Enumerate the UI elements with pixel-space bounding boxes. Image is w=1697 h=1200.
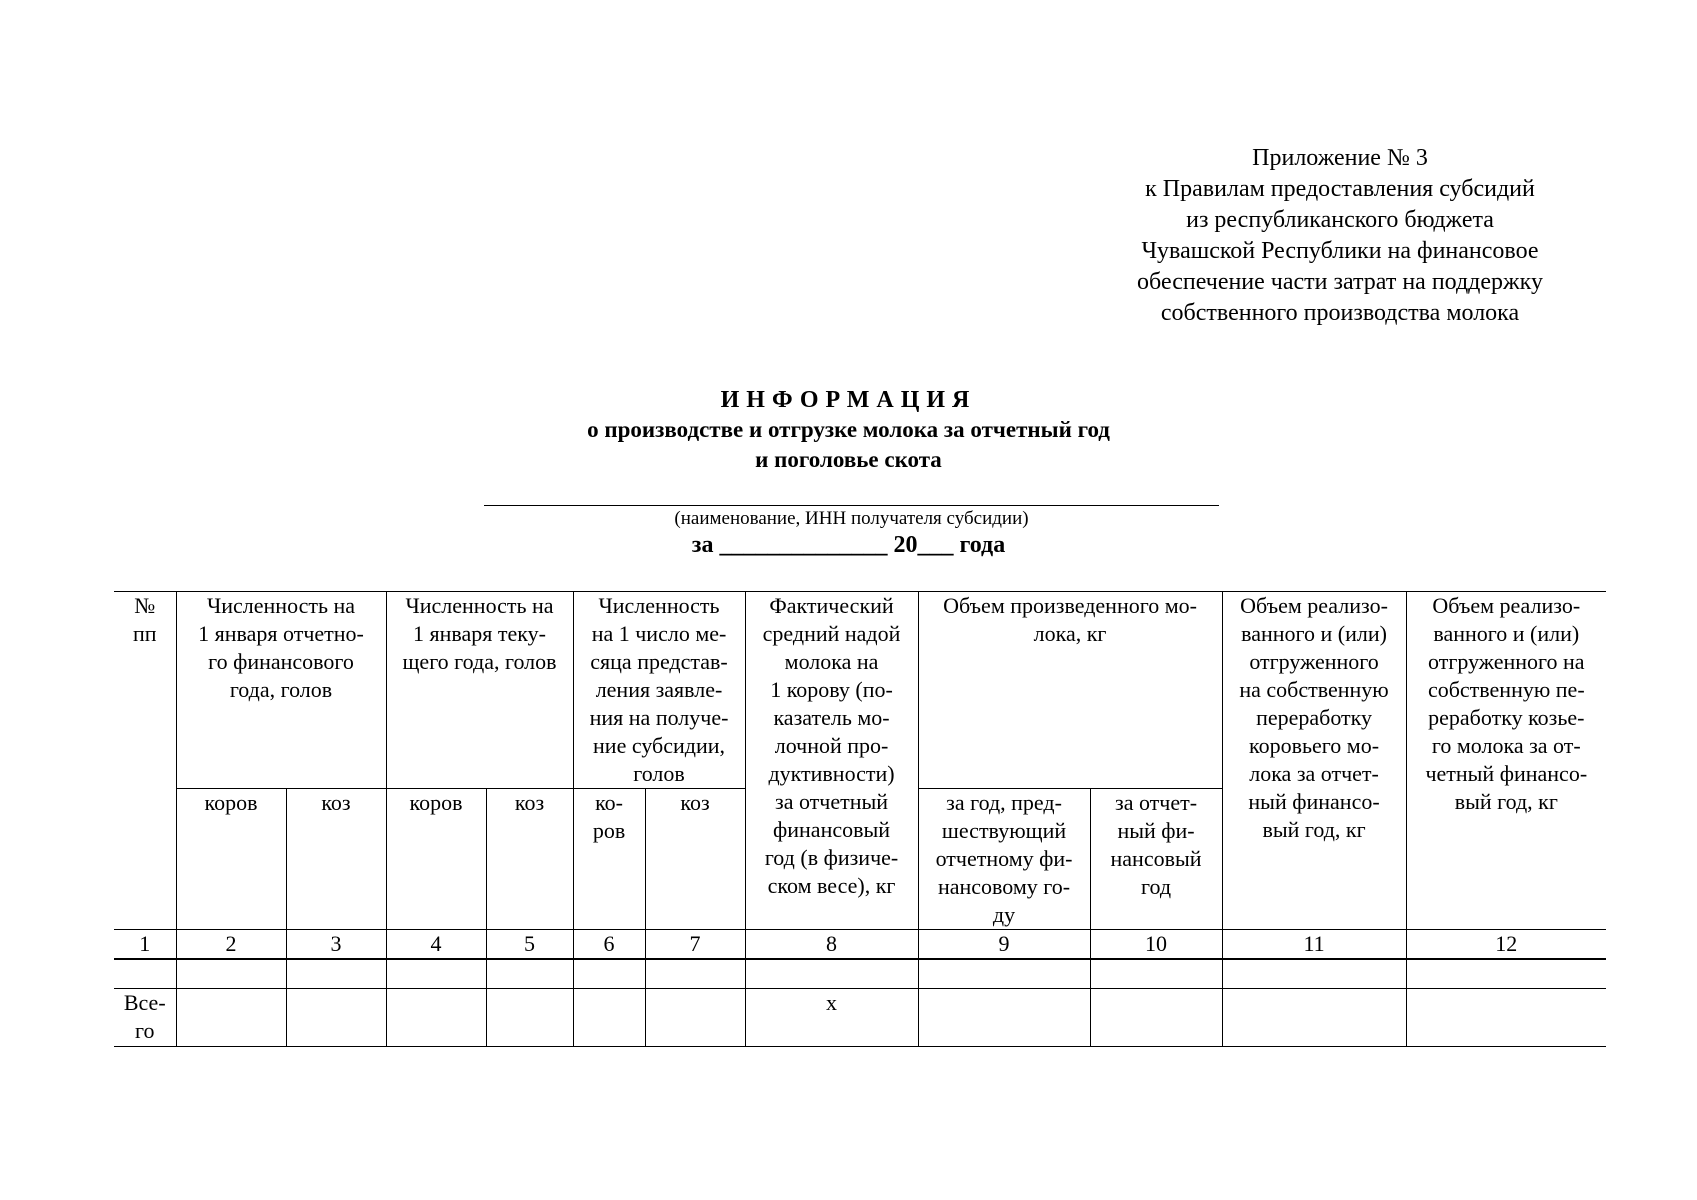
header-row xyxy=(114,592,1606,789)
header-milk-volume: Объем произведенного мо- лока, кг xyxy=(918,592,1222,789)
column-number: 2 xyxy=(176,930,286,960)
table-cell[interactable] xyxy=(286,989,386,1047)
table-cell[interactable] xyxy=(386,959,486,989)
table-cell[interactable] xyxy=(645,959,745,989)
subheader-cows: ко- ров xyxy=(573,789,645,930)
recipient-name-line[interactable] xyxy=(484,505,1219,506)
total-label: Все- го xyxy=(114,989,176,1047)
table-cell[interactable] xyxy=(645,989,745,1047)
column-number: 6 xyxy=(573,930,645,960)
column-number: 12 xyxy=(1406,930,1606,960)
table-cell[interactable] xyxy=(486,959,573,989)
reporting-period: за ______________ 20___ года xyxy=(691,532,1006,558)
subheader-goats: коз xyxy=(645,789,745,930)
table-cell[interactable] xyxy=(573,989,645,1047)
header-current-year-headcount: Численность на 1 января теку- щего года, голов xyxy=(386,592,573,789)
header-cow-milk-shipped: Объем реализо- ванного и (или) отгруженного на собственную переработку коровьего мо- лока за отчет- ный финансо- вый год, кг xyxy=(1222,592,1406,930)
total-yield-mark: х xyxy=(745,989,918,1047)
column-number: 7 xyxy=(645,930,745,960)
table-cell[interactable] xyxy=(286,959,386,989)
column-number: 4 xyxy=(386,930,486,960)
table-cell[interactable] xyxy=(1406,989,1606,1047)
column-numbers-row xyxy=(114,930,1606,960)
subheader-goats: коз xyxy=(286,789,386,930)
table-cell[interactable] xyxy=(745,959,918,989)
column-number: 5 xyxy=(486,930,573,960)
subheader-reporting-year: за отчет- ный фи- нансовый год xyxy=(1090,789,1222,930)
subheader-goats: коз xyxy=(486,789,573,930)
column-number: 1 xyxy=(114,930,176,960)
recipient-caption: (наименование, ИНН получателя субсидии) xyxy=(674,508,1029,529)
subheader-previous-year: за год, пред- шествующий отчетному фи- нансовому го- ду xyxy=(918,789,1090,930)
subheader-cows: коров xyxy=(386,789,486,930)
header-goat-milk-shipped: Объем реализо- ванного и (или) отгруженного на собственную пе- реработку козье- го молока за от- четный финансо- вый год, кг xyxy=(1406,592,1606,930)
table-cell[interactable] xyxy=(918,989,1090,1047)
table-cell[interactable] xyxy=(176,989,286,1047)
document-subtitle: о производстве и отгрузке молока за отчетный год и поголовье скота xyxy=(587,417,1110,472)
document-title: ИНФОРМАЦИЯ xyxy=(720,387,977,413)
appendix-note: Приложение № 3 к Правилам предоставления субсидий из республиканского бюджета Чувашской Республики на финансовое обеспечение части затрат на поддержку собственного производства молока xyxy=(1137,145,1543,326)
subheader-cows: коров xyxy=(176,789,286,930)
data-row xyxy=(114,959,1606,989)
header-average-yield: Фактический средний надой молока на 1 корову (по- казатель мо- лочной про- дуктивности) за отчетный финансовый год (в физиче- ском весе), кг xyxy=(745,592,918,930)
table-cell[interactable] xyxy=(1222,989,1406,1047)
table-cell[interactable] xyxy=(486,989,573,1047)
total-row xyxy=(114,989,1606,1047)
table-cell[interactable] xyxy=(573,959,645,989)
column-number: 9 xyxy=(918,930,1090,960)
table-cell[interactable] xyxy=(1090,959,1222,989)
header-reporting-year-headcount: Численность на 1 января отчетно- го финансового года, голов xyxy=(176,592,386,789)
title-block xyxy=(0,385,1697,475)
table-cell[interactable] xyxy=(386,989,486,1047)
table-cell[interactable] xyxy=(114,959,176,989)
header-num: № пп xyxy=(114,592,176,930)
milk-production-table xyxy=(114,591,1606,1047)
header-application-month-headcount: Численность на 1 число ме- сяца представ- ления заявле- ния на получе- ние субсидии, голов xyxy=(573,592,745,789)
table-cell[interactable] xyxy=(918,959,1090,989)
table-cell[interactable] xyxy=(1222,959,1406,989)
column-number: 3 xyxy=(286,930,386,960)
table-cell[interactable] xyxy=(1090,989,1222,1047)
column-number: 8 xyxy=(745,930,918,960)
table-cell[interactable] xyxy=(1406,959,1606,989)
table-cell[interactable] xyxy=(176,959,286,989)
column-number: 10 xyxy=(1090,930,1222,960)
column-number: 11 xyxy=(1222,930,1406,960)
